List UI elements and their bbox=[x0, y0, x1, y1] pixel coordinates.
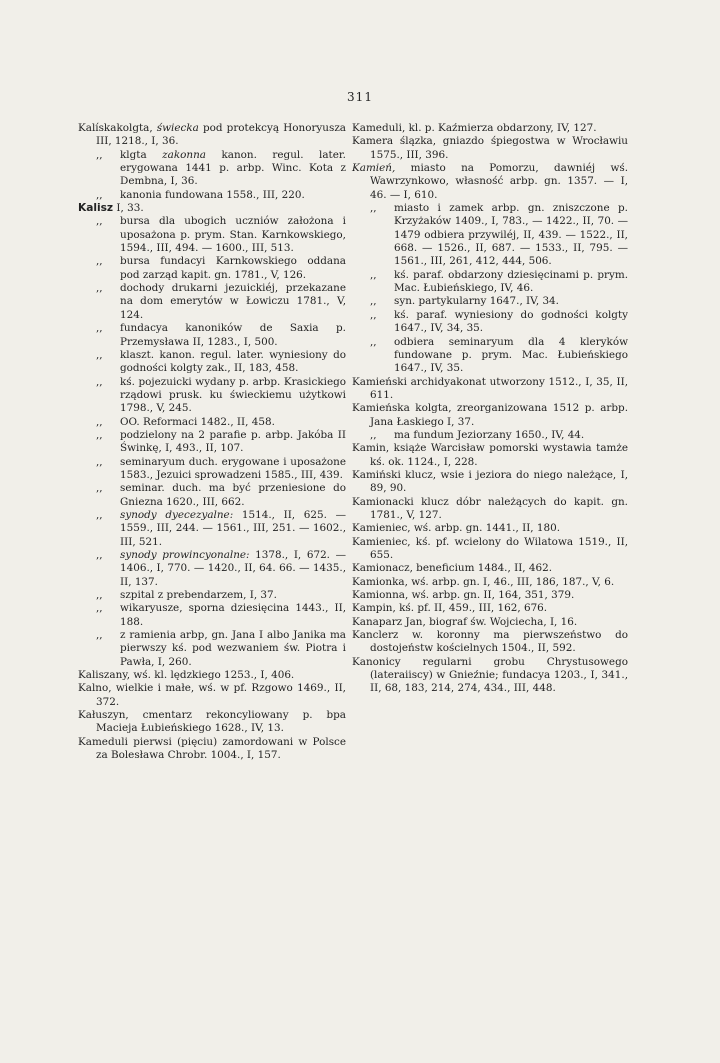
entry-text: bursa fundacyi Karnkowskiego oddana pod zarząd kapit. gn. 1781., V, 126. bbox=[120, 255, 346, 281]
entry-text: kś. pf. wcielony do Wilatowa 1519., II, 655. bbox=[370, 535, 628, 561]
entry-text: kanon. regul. later. erygowana 1441 p. arbp. Winc. Kota z Dembna, I, 36. bbox=[120, 148, 346, 188]
entry-text: podzielony na 2 parafie p. arbp. Jakóba II Świnkę, I, 493., II, 107. bbox=[120, 428, 346, 455]
ditto-mark: ,, bbox=[96, 282, 103, 295]
ditto-mark: ,, bbox=[96, 322, 103, 335]
index-entry bbox=[352, 496, 628, 523]
entry-text: beneficium 1484., II, 462. bbox=[412, 562, 553, 575]
ditto-mark: ,, bbox=[370, 308, 377, 321]
entry-headword: Kałuszyn, bbox=[78, 709, 129, 722]
entry-text: kanonia fundowana 1558., III, 220. bbox=[120, 188, 305, 201]
index-subentry bbox=[352, 336, 628, 376]
entry-headword: Kamieński bbox=[352, 375, 407, 388]
ditto-mark: ,, bbox=[96, 415, 103, 428]
entry-text: ma fundum Jeziorzany 1650., IV, 44. bbox=[394, 428, 585, 441]
index-subentry bbox=[78, 482, 346, 509]
ditto-mark: ,, bbox=[96, 602, 103, 615]
entry-text: książe Warcisław pomorski wystawia tamże kś. ok. 1124., I, 228. bbox=[370, 442, 628, 468]
entry-text: w. koronny ma pierwszeństwo do dostojeństw kościelnych 1504., II, 592. bbox=[370, 629, 628, 655]
index-subentry bbox=[78, 629, 346, 669]
entry-text: pod protekcyą Honoryusza III, 1218., I, 36. bbox=[96, 122, 346, 148]
index-subentry bbox=[78, 456, 346, 483]
entry-text: kolgta, zreorganizowana 1512 p. arbp. Jana Łaskiego I, 37. bbox=[370, 402, 628, 428]
entry-text: klucz dóbr należących do kapit. gn. 1781., V, 127. bbox=[370, 495, 628, 521]
entry-headword: Kamieniec, bbox=[352, 522, 411, 535]
ditto-mark: ,, bbox=[96, 428, 103, 441]
index-subentry bbox=[78, 215, 346, 255]
entry-headword: Kamieniec, bbox=[352, 535, 411, 548]
entry-headword: Kamionna, bbox=[352, 589, 409, 602]
index-entry bbox=[352, 135, 628, 162]
entry-headword: Kanclerz bbox=[352, 629, 399, 642]
index-entry bbox=[352, 616, 628, 629]
ditto-mark: ,, bbox=[370, 268, 377, 281]
entry-text: cmentarz rekoncyliowany p. bpa Macieja Łubieńskiego 1628., IV, 13. bbox=[96, 709, 346, 735]
entry-text: kl. p. Kaźmierza obdarzony, IV, 127. bbox=[405, 122, 597, 134]
index-column-left bbox=[78, 122, 346, 763]
entry-headword: Kanaparz bbox=[352, 615, 403, 628]
entry-italic-text: świecka bbox=[156, 122, 199, 134]
ditto-mark: ,, bbox=[96, 215, 103, 228]
index-subentry bbox=[352, 309, 628, 336]
entry-text: szpital z prebendarzem, I, 37. bbox=[120, 589, 277, 602]
index-entry bbox=[352, 469, 628, 496]
entry-text: fundacya kanoników de Saxia p. Przemysława II, 1283., I, 500. bbox=[120, 322, 346, 348]
index-entry bbox=[352, 442, 628, 469]
entry-headword: Kamiński bbox=[352, 468, 401, 481]
entry-text: wś. arbp. gn. 1441., II, 180. bbox=[410, 522, 561, 535]
entry-text: miasto na Pomorzu, dawniéj wś. Wawrzynkowo, własność arbp. gn. 1357. — I, 46. — I, 610. bbox=[370, 162, 628, 201]
entry-italic-text: zakonna bbox=[162, 148, 206, 161]
index-entry bbox=[352, 376, 628, 403]
entry-text: odbiera seminaryum dla 4 kleryków fundowane p. prym. Mac. Łubieńskiego 1647., IV, 35. bbox=[394, 335, 628, 375]
entry-headword: Kalno, bbox=[78, 682, 112, 695]
index-entry bbox=[352, 656, 628, 696]
entry-text: miasto i zamek arbp. gn. zniszczone p. Krzyżaków 1409., I, 783., — 1422., II, 70. — 1479 odbiera przywiléj, II, 439. — 1522., II, 668. — 1526., II, 687. — 1533., II, 795. — 1561., III, 261, 412, 444, 506. bbox=[394, 202, 628, 268]
index-entry bbox=[78, 709, 346, 736]
entry-italic-text: synody prowincyonalne: bbox=[120, 549, 250, 561]
entry-text: seminaryum duch. erygowane i uposażone 1583., Jezuici sprowadzeni 1585., III, 439. bbox=[120, 455, 346, 481]
entry-headword: Kamionacz, bbox=[352, 562, 413, 575]
entry-text: z ramienia arbp, gn. Jana I albo Janika ma pierwszy kś. pod wezwaniem św. Piotra i Pawła, I, 260. bbox=[120, 629, 346, 668]
index-subentry bbox=[78, 509, 346, 549]
index-subentry bbox=[78, 376, 346, 416]
entry-headword: Kampin, bbox=[352, 602, 396, 615]
entry-headword: Kamieńska bbox=[352, 402, 410, 415]
entry-headword: Kalíska bbox=[78, 122, 117, 134]
index-subentry bbox=[78, 349, 346, 376]
index-entry bbox=[352, 122, 628, 135]
ditto-mark: ,, bbox=[96, 629, 103, 642]
index-entry bbox=[352, 402, 628, 429]
entry-text: ślązka, gniazdo śpiegostwa w Wrocławiu 1575., III, 396. bbox=[370, 135, 628, 161]
index-entry bbox=[352, 536, 628, 563]
entry-text: kś. pojezuicki wydany p. arbp. Krasickiego rządowi prusk. ku świeckiemu użytkowi 1798., V, 245. bbox=[120, 375, 346, 415]
entry-headword: Kanonicy bbox=[352, 655, 401, 668]
entry-text: wikaryusze, sporna dziesięcina 1443., II, 188. bbox=[120, 602, 346, 628]
index-entry bbox=[352, 602, 628, 615]
index-subentry bbox=[352, 202, 628, 269]
index-subentry bbox=[78, 322, 346, 349]
entry-text: OO. Reformaci 1482., II, 458. bbox=[120, 415, 275, 428]
index-entry bbox=[78, 669, 346, 682]
ditto-mark: ,, bbox=[96, 375, 103, 388]
entry-text: klaszt. kanon. regul. later. wyniesiony do godności kolgty zak., II, 183, 458. bbox=[120, 348, 346, 375]
ditto-mark: ,, bbox=[96, 255, 103, 268]
index-entry bbox=[78, 736, 346, 763]
ditto-mark: ,, bbox=[96, 508, 103, 521]
entry-text: dochody drukarni jezuickiéj, przekazane na dom emerytów w Łowiczu 1781., V, 124. bbox=[120, 282, 346, 321]
entry-text: wielkie i małe, wś. w pf. Rzgowo 1469., II, 372. bbox=[96, 682, 346, 708]
entry-text: kś. paraf. obdarzony dziesięcinami p. prym. Mac. Łubieńskiego, IV, 46. bbox=[394, 268, 628, 295]
entry-text: I, 33. bbox=[113, 202, 144, 215]
entry-italic-text: synody dyecezyalne: bbox=[120, 508, 234, 521]
ditto-mark: ,, bbox=[370, 295, 377, 308]
entry-text: klgta bbox=[120, 148, 163, 161]
index-subentry bbox=[352, 429, 628, 442]
ditto-mark: ,, bbox=[96, 455, 103, 468]
index-entry bbox=[352, 629, 628, 656]
page-number: 311 bbox=[347, 90, 373, 104]
index-subentry bbox=[78, 589, 346, 602]
entry-text: kś. pf. II, 459., III, 162, 676. bbox=[395, 602, 548, 615]
index-subentry bbox=[352, 269, 628, 296]
index-entry bbox=[352, 576, 628, 589]
index-subentry bbox=[78, 429, 346, 456]
ditto-mark: ,, bbox=[96, 148, 103, 161]
index-subentry bbox=[352, 295, 628, 308]
entry-headword: Kamera bbox=[352, 135, 394, 148]
entry-text: 1378., I, 672. — 1406., I, 770. — 1420., II, 64. 66. — 1435., II, 137. bbox=[120, 549, 346, 588]
entry-text: syn. partykularny 1647., IV, 34. bbox=[394, 295, 559, 308]
entry-headword: Kalisz bbox=[78, 202, 114, 215]
index-entry bbox=[352, 562, 628, 575]
index-entry bbox=[78, 682, 346, 709]
entry-headword: Kaliszany, bbox=[78, 669, 131, 682]
index-entry bbox=[352, 589, 628, 602]
ditto-mark: ,, bbox=[370, 428, 377, 441]
ditto-mark: ,, bbox=[96, 348, 103, 361]
entry-text: archidyakonat utworzony 1512., I, 35, II, 611. bbox=[370, 375, 628, 401]
entry-text: seminar. duch. ma być przeniesione do Gniezna 1620., III, 662. bbox=[120, 482, 346, 508]
index-column-right bbox=[352, 122, 628, 696]
entry-headword: Kamionacki bbox=[352, 495, 414, 508]
entry-text: Jan, biograf św. Wojciecha, I, 16. bbox=[402, 615, 578, 628]
ditto-mark: ,, bbox=[96, 549, 103, 561]
entry-headword: Kamin, bbox=[352, 442, 390, 455]
index-subentry bbox=[78, 282, 346, 322]
index-entry bbox=[78, 122, 346, 149]
entry-text: 1514., II, 625. — 1559., III, 244. — 1561., III, 251. — 1602., III, 521. bbox=[120, 508, 346, 548]
ditto-mark: ,, bbox=[370, 335, 377, 348]
entry-text: kś. paraf. wyniesiony do godności kolgty 1647., IV, 34, 35. bbox=[394, 308, 628, 335]
index-subentry bbox=[78, 189, 346, 202]
ditto-mark: ,, bbox=[370, 202, 377, 215]
entry-text: klucz, wsie i jeziora do niego należące, I, 89, 90. bbox=[370, 468, 628, 495]
ditto-mark: ,, bbox=[96, 188, 103, 201]
ditto-mark: ,, bbox=[96, 482, 103, 495]
entry-text: wś. kl. lędzkiego 1253., I, 406. bbox=[130, 669, 295, 682]
index-subentry bbox=[78, 549, 346, 589]
index-subentry bbox=[78, 255, 346, 282]
entry-text: kolgta, bbox=[116, 122, 157, 134]
index-subentry bbox=[78, 149, 346, 189]
index-subentry bbox=[78, 602, 346, 629]
entry-headword: Kameduli, bbox=[352, 122, 406, 134]
entry-headword: Kamionka, bbox=[352, 575, 408, 588]
entry-text: bursa dla ubogich uczniów założona i uposażona p. prym. Stan. Karnkowskiego, 1594., III, 494. — 1600., III, 513. bbox=[120, 215, 346, 255]
entry-text: pierwsi (pięciu) zamordowani w Polsce za Bolesława Chrobr. 1004., I, 157. bbox=[96, 735, 346, 762]
entry-headword: Kamień, bbox=[352, 162, 396, 175]
index-entry bbox=[352, 162, 628, 202]
index-subentry bbox=[78, 416, 346, 429]
entry-text: wś. arbp. gn. I, 46., III, 186, 187., V, 6. bbox=[407, 575, 615, 588]
entry-text: regularni grobu Chrystusowego (lateraiiscy) w Gnieźnie; fundacya 1203., I, 341., II, 68, 183, 214, 274, 434., III, 448. bbox=[370, 655, 628, 695]
entry-headword: Kameduli bbox=[78, 735, 128, 748]
ditto-mark: ,, bbox=[96, 589, 103, 602]
entry-text: wś. arbp. gn. II, 164, 351, 379. bbox=[408, 589, 575, 602]
index-entry bbox=[78, 202, 346, 215]
index-entry bbox=[352, 522, 628, 535]
